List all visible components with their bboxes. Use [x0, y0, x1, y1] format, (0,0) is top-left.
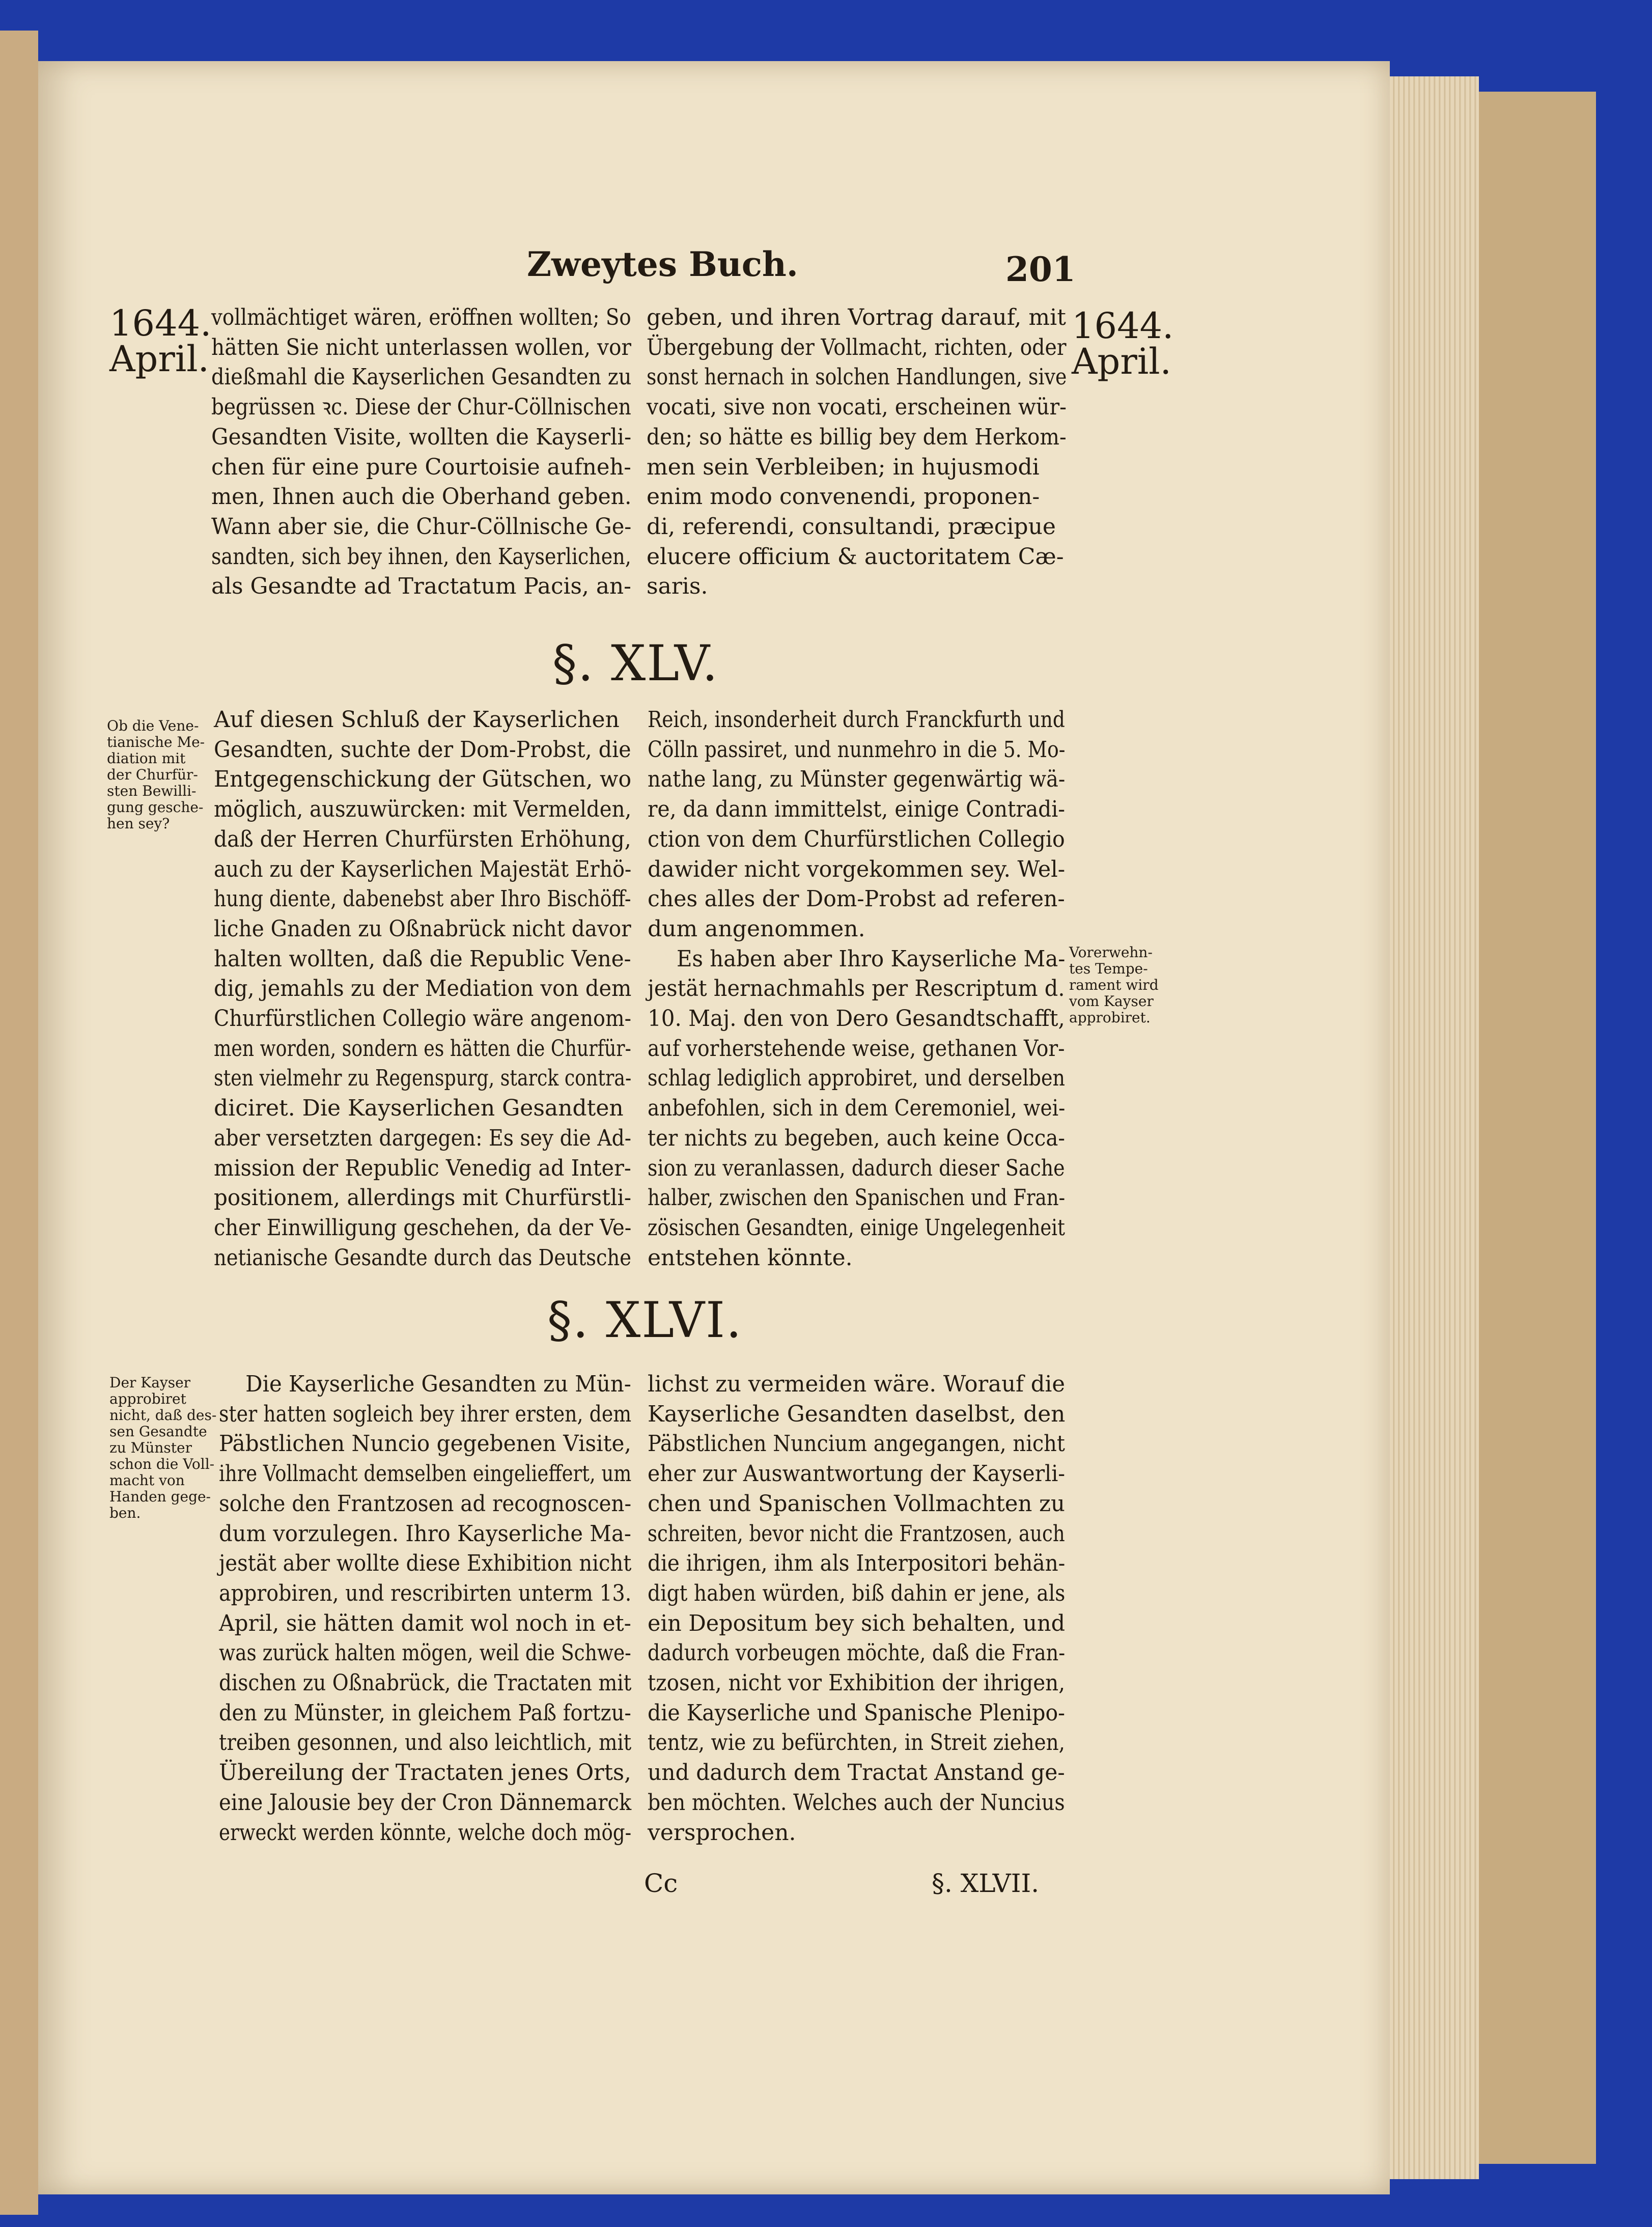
text-line: tentz, wie zu befürchten, in Streit ziehen, — [648, 1730, 1066, 1756]
year-right: 1644. — [1072, 305, 1174, 347]
margin-line: Vorerwehn- — [1069, 944, 1153, 961]
text-line: mission der Republic Venedig ad Inter- — [214, 1155, 631, 1181]
text-line: jestät hernachmahls per Rescriptum d. — [648, 976, 1065, 1002]
text-line: und dadurch dem Tractat Anstand ge- — [648, 1760, 1065, 1786]
text-line: Auf diesen Schluß der Kayserlichen — [214, 707, 620, 733]
text-line: cher Einwilligung geschehen, da der Ve- — [214, 1214, 632, 1241]
text-line: Übereilung der Tractaten jenes Orts, — [219, 1760, 631, 1786]
section-heading-xlv: §. XLV. — [552, 635, 719, 692]
margin-line: zu Münster — [109, 1439, 192, 1456]
text-line: dadurch vorbeugen möchte, daß die Fran- — [648, 1640, 1066, 1666]
margin-line: Der Kayser — [109, 1374, 191, 1391]
text-line: di, referendi, consultandi, præcipue — [647, 513, 1056, 540]
text-line: digt haben würden, biß dahin er jene, als — [648, 1580, 1066, 1606]
text-line: men worden, sondern es hätten die Churfür- — [214, 1035, 631, 1062]
text-line: jestät aber wollte diese Exhibition nicht — [219, 1550, 632, 1577]
text-line: aber versetzten dargegen: Es sey die Ad- — [214, 1125, 632, 1151]
book-cover-edge — [1479, 92, 1596, 2164]
text-line: geben, und ihren Vortrag darauf, mit — [647, 304, 1066, 330]
text-line: chen für eine pure Courtoisie aufneh- — [211, 454, 631, 480]
text-line: ben möchten. Welches auch der Nuncius — [648, 1789, 1065, 1816]
text-line: was zurück halten mögen, weil die Schwe- — [219, 1640, 631, 1666]
facing-page-edge — [0, 31, 38, 2215]
catchword: §. XLVII. — [932, 1869, 1040, 1898]
text-line: vocati, sive non vocati, erscheinen wür- — [647, 394, 1067, 421]
text-line: dießmahl die Kayserlichen Gesandten zu — [211, 364, 632, 391]
text-line: dum angenommen. — [648, 915, 865, 942]
text-line: ter nichts zu begeben, auch keine Occa- — [648, 1125, 1065, 1151]
text-line: die Kayserliche und Spanische Plenipo- — [648, 1700, 1066, 1726]
text-line: schlag lediglich approbiret, und derselben — [648, 1065, 1066, 1092]
text-line: netianische Gesandte durch das Deutsche — [214, 1244, 632, 1271]
text-line: erweckt werden könnte, welche doch mög- — [219, 1819, 632, 1846]
margin-line: approbiret — [109, 1390, 186, 1407]
text-line: begrüssen ꝛc. Diese der Chur-Cöllnischen — [211, 394, 631, 421]
text-line: liche Gnaden zu Oßnabrück nicht davor — [214, 915, 631, 942]
text-line: zösischen Gesandten, einige Ungelegenheit — [648, 1214, 1065, 1241]
text-line: halten wollten, daß die Republic Vene- — [214, 945, 631, 972]
text-line: als Gesandte ad Tractatum Pacis, an- — [211, 573, 631, 600]
text-line: ster hatten sogleich bey ihrer ersten, dem — [219, 1401, 632, 1427]
margin-line: rament wird — [1069, 977, 1159, 993]
text-line: Gesandten, suchte der Dom-Probst, die — [214, 736, 631, 763]
text-line: dig, jemahls zu der Mediation von dem — [214, 976, 632, 1002]
text-line: eine Jalousie bey der Cron Dännemarck — [219, 1789, 632, 1816]
margin-line: diation mit — [107, 750, 186, 767]
margin-line: nicht, daß des- — [109, 1407, 217, 1424]
xlv-left-column — [214, 705, 631, 1273]
text-line: Übergebung der Vollmacht, richten, oder — [647, 334, 1067, 360]
margin-line: sten Bewilli- — [107, 783, 197, 799]
text-line: sonst hernach in solchen Handlungen, sive — [647, 364, 1067, 391]
year-left: 1644. — [109, 302, 212, 344]
text-line: Päbstlichen Nuncio gegebenen Visite, — [219, 1431, 631, 1457]
text-line: die ihrigen, ihm als Interpositori behän- — [648, 1550, 1066, 1577]
text-line: Es haben aber Ihro Kayserliche Ma- — [677, 945, 1066, 972]
margin-line: gung gesche- — [107, 799, 204, 816]
page-fore-edge — [1390, 76, 1479, 2179]
xlvi-right-column — [648, 1370, 1065, 1848]
text-line: ction von dem Churfürstlichen Collegio — [648, 826, 1065, 852]
text-line: versprochen. — [648, 1819, 796, 1846]
text-line: sten vielmehr zu Regenspurg, starck contra- — [214, 1065, 632, 1092]
text-line: Entgegenschickung der Gütschen, wo — [214, 766, 632, 793]
margin-line: tes Tempe- — [1069, 960, 1148, 977]
text-line: Gesandten Visite, wollten die Kayserli- — [211, 424, 632, 450]
running-title: Zweytes Buch. — [527, 244, 798, 284]
text-line: tzosen, nicht vor Exhibition der ihrigen, — [648, 1670, 1066, 1696]
margin-line: vom Kayser — [1069, 993, 1154, 1010]
margin-line: hen sey? — [107, 815, 170, 832]
text-line: dum vorzulegen. Ihro Kayserliche Ma- — [219, 1520, 631, 1547]
margin-line: macht von — [109, 1472, 185, 1489]
year-marker-right — [1072, 305, 1174, 382]
margin-line: schon die Voll- — [109, 1456, 215, 1472]
text-line: nathe lang, zu Münster gegenwärtig wä- — [648, 766, 1066, 793]
text-line: schreiten, bevor nicht die Frantzosen, auch — [648, 1520, 1065, 1547]
text-line: Wann aber sie, die Chur-Cöllnische Ge- — [211, 513, 632, 540]
text-line: saris. — [647, 573, 708, 600]
text-line: halber, zwischen den Spanischen und Fran- — [648, 1185, 1066, 1211]
text-line: positionem, allerdings mit Churfürstli- — [214, 1185, 632, 1211]
text-line: vollmächtiget wären, eröffnen wollten; So — [211, 304, 631, 330]
month-right: April. — [1072, 341, 1171, 382]
margin-note-xlv-left — [107, 718, 209, 832]
text-line: lichst zu vermeiden wäre. Worauf die — [648, 1371, 1066, 1397]
margin-line: approbiret. — [1069, 1009, 1151, 1026]
margin-note-xlvi-left — [109, 1374, 217, 1521]
text-line: möglich, auszuwürcken: mit Vermelden, — [214, 796, 632, 823]
text-line: Päbstlichen Nuncium angegangen, nicht — [648, 1431, 1065, 1457]
text-line: re, da dann immittelst, einige Contradi- — [648, 796, 1066, 823]
text-line: hung diente, dabenebst aber Ihro Bischöff- — [214, 886, 631, 912]
text-line: treiben gesonnen, und also leichtlich, mit — [219, 1730, 632, 1756]
text-line: ches alles der Dom-Probst ad referen- — [648, 886, 1065, 912]
text-line: Reich, insonderheit durch Franckfurth und — [648, 707, 1065, 733]
text-line: auf vorherstehende weise, gethanen Vor- — [648, 1035, 1065, 1062]
year-marker-left — [109, 302, 212, 380]
text-line: enim modo convenendi, proponen- — [647, 484, 1040, 510]
margin-line: tianische Me- — [107, 734, 205, 750]
margin-note-xlv-right — [1069, 944, 1171, 1026]
month-left: April. — [109, 338, 209, 380]
page-number: 201 — [1005, 249, 1076, 289]
text-line: Churfürstlichen Collegio wäre angenom- — [214, 1006, 631, 1032]
signature-mark: Cc — [644, 1869, 678, 1898]
text-line: solche den Frantzosen ad recognoscen- — [219, 1490, 632, 1517]
block1-left-column — [211, 303, 631, 602]
text-line: dawider nicht vorgekommen sey. Wel- — [648, 856, 1066, 882]
xlv-right-column — [648, 705, 1065, 1273]
text-line: den zu Münster, in gleichem Paß fortzu- — [219, 1700, 631, 1726]
text-line: men sein Verbleiben; in hujusmodi — [647, 454, 1040, 480]
margin-line: der Churfür- — [107, 766, 198, 783]
text-line: ihre Vollmacht demselben eingelieffert, um — [219, 1461, 632, 1487]
margin-line: Handen gege- — [109, 1488, 211, 1505]
margin-line: ben. — [109, 1505, 141, 1521]
block1-right-column — [647, 303, 1067, 602]
text-line: auch zu der Kayserlichen Majestät Erhö- — [214, 856, 632, 882]
text-line: chen und Spanischen Vollmachten zu — [648, 1490, 1065, 1517]
text-line: dischen zu Oßnabrück, die Tractaten mit — [219, 1670, 632, 1696]
text-line: sandten, sich bey ihnen, den Kayserlichen, — [211, 543, 631, 570]
text-line: approbiren, und rescribirten unterm 13. — [219, 1580, 632, 1606]
text-line: anbefohlen, sich in dem Ceremoniel, wei- — [648, 1095, 1066, 1122]
text-line: elucere officium & auctoritatem Cæ- — [647, 543, 1064, 570]
text-line: ein Depositum bey sich behalten, und — [648, 1610, 1066, 1636]
text-line: hätten Sie nicht unterlassen wollen, vor — [211, 334, 631, 360]
xlvi-left-column — [219, 1370, 631, 1848]
text-line: men, Ihnen auch die Oberhand geben. — [211, 484, 632, 510]
margin-line: sen Gesandte — [109, 1423, 207, 1440]
text-line: April, sie hätten damit wol noch in et- — [219, 1610, 631, 1636]
text-line: eher zur Auswantwortung der Kayserli- — [648, 1461, 1066, 1487]
text-line: Die Kayserliche Gesandten zu Mün- — [245, 1371, 631, 1397]
text-line: entstehen könnte. — [648, 1244, 853, 1271]
section-heading-xlvi: §. XLVI. — [547, 1292, 743, 1349]
text-line: sion zu veranlassen, dadurch dieser Sache — [648, 1155, 1065, 1181]
text-line: daß der Herren Churfürsten Erhöhung, — [214, 826, 631, 852]
text-line: diciret. Die Kayserlichen Gesandten — [214, 1095, 624, 1122]
text-line: 10. Maj. den von Dero Gesandtschafft, — [648, 1006, 1065, 1032]
text-line: Kayserliche Gesandten daselbst, den — [648, 1401, 1066, 1427]
margin-line: Ob die Vene- — [107, 717, 199, 734]
text-line: den; so hätte es billig bey dem Herkom- — [647, 424, 1067, 450]
text-line: Cölln passiret, und nunmehro in die 5. Mo- — [648, 736, 1066, 763]
